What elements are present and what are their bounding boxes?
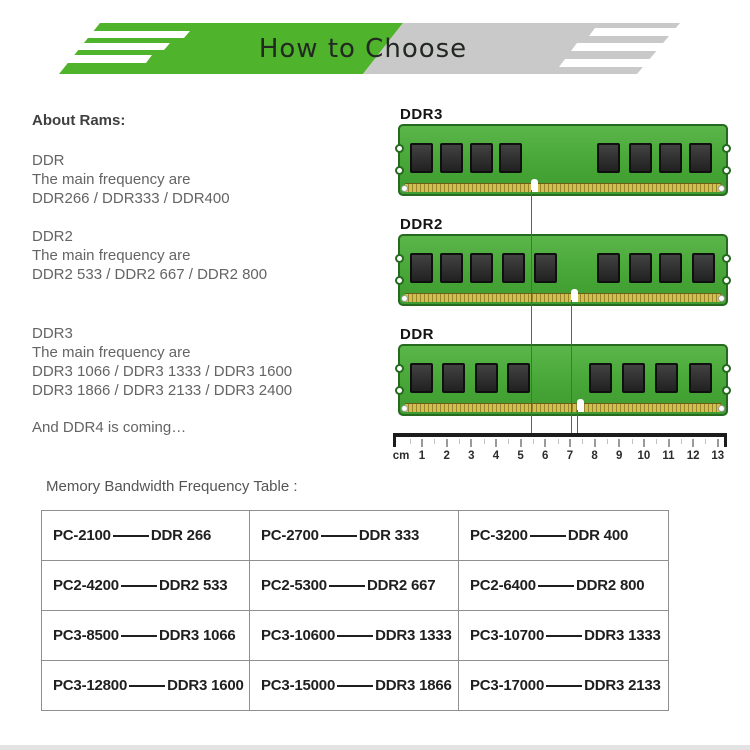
memory-chip: [470, 143, 493, 173]
key-notch: [531, 179, 538, 192]
ruler-number: 13: [711, 450, 725, 462]
edge-notch: [395, 386, 404, 395]
ruler-number: 5: [517, 450, 524, 462]
about-section-line: DDR2 533 / DDR2 667 / DDR2 800: [32, 266, 268, 283]
pc-rating-label: PC2-6400: [470, 577, 536, 594]
memory-chip: [659, 143, 682, 173]
ruler-end-cap: [393, 433, 396, 447]
ddr-speed-label: DDR 400: [567, 527, 629, 544]
about-section-line: DDR3 1066 / DDR3 1333 / DDR3 1600: [32, 363, 293, 380]
mounting-hole: [401, 405, 408, 412]
memory-chip: [534, 253, 557, 283]
ruler-tick: [421, 439, 423, 447]
banner-stripe-cut: [34, 43, 170, 50]
dash-connector: [121, 635, 157, 637]
ruler-tick: [446, 439, 448, 447]
table-cell: [459, 611, 669, 661]
table-cell: [42, 511, 250, 561]
ddr-speed-label: DDR2 667: [366, 577, 436, 594]
ruler-number: 8: [591, 450, 598, 462]
about-section-line: The main frequency are: [32, 344, 191, 361]
ruler-number: 2: [443, 450, 450, 462]
banner: [0, 0, 750, 95]
ruler-tick: [692, 439, 694, 447]
edge-notch: [722, 166, 731, 175]
ram-module-label: DDR: [400, 326, 434, 343]
ruler-tick: [558, 439, 559, 444]
pc-rating-label: PC-2100: [53, 527, 111, 544]
ddr-speed-label: DDR 266: [150, 527, 212, 544]
pc-rating-label: PC3-8500: [53, 627, 119, 644]
about-section: [32, 227, 267, 284]
dash-connector: [337, 635, 373, 637]
frequency-table: [41, 510, 669, 711]
pin-strip: [405, 403, 721, 412]
dash-connector: [530, 535, 566, 537]
about-section-name: DDR3: [32, 325, 73, 342]
key-notch: [571, 289, 578, 302]
pc-rating-label: PC3-10700: [470, 627, 545, 644]
ruler-tick: [484, 439, 485, 444]
ruler-tick: [705, 439, 706, 444]
ruler-number: 9: [615, 450, 623, 462]
ddr-speed-label: DDR3 1066: [158, 627, 236, 644]
mounting-hole: [401, 295, 408, 302]
dash-connector: [538, 585, 574, 587]
about-section-line: DDR266 / DDR333 / DDR400: [32, 190, 230, 207]
key-notch: [577, 399, 584, 412]
edge-notch: [722, 254, 731, 263]
ddr-speed-label: DDR3 1866: [375, 677, 452, 694]
memory-chip: [655, 363, 678, 393]
ddr-speed-label: DDR 333: [358, 527, 420, 544]
pin-strip: [405, 183, 721, 192]
pc-rating-label: PC3-12800: [53, 677, 128, 694]
ram-module-ddr2: [398, 217, 728, 327]
ram-module-ddr3: [398, 107, 728, 217]
ruler-tick: [582, 439, 583, 444]
edge-notch: [395, 364, 404, 373]
table-title: Memory Bandwidth Frequency Table :: [46, 478, 298, 495]
pc-rating-label: PC-2700: [261, 527, 319, 544]
banner-stripe-cut: [34, 55, 152, 63]
mounting-hole: [718, 185, 725, 192]
ruler-number: 10: [637, 450, 651, 462]
ruler-tick: [495, 439, 497, 447]
memory-chip: [597, 253, 620, 283]
notch-guide-line: [531, 190, 532, 436]
dash-connector: [337, 685, 373, 687]
memory-chip: [589, 363, 612, 393]
ruler-tick: [656, 439, 657, 444]
bottom-divider: [0, 745, 750, 750]
ruler-tick: [520, 439, 522, 447]
ruler-tick: [681, 439, 682, 444]
memory-chip: [689, 143, 712, 173]
ddr-speed-label: DDR2 800: [575, 577, 645, 594]
notch-guide-line: [571, 300, 572, 436]
ruler-number: 11: [662, 450, 675, 462]
banner-stripe-cut: [589, 28, 700, 36]
table-cell: [459, 661, 669, 711]
about-section-line: The main frequency are: [32, 247, 191, 264]
ruler-number: 1: [418, 450, 426, 462]
ruler-tick: [717, 439, 719, 447]
ruler-tick: [607, 439, 608, 444]
banner-stripe-cut: [559, 59, 700, 67]
dash-connector: [321, 535, 357, 537]
about-section-line: DDR3 1866 / DDR3 2133 / DDR3 2400: [32, 382, 293, 399]
memory-chip: [475, 363, 498, 393]
ruler-unit-label: cm: [392, 450, 410, 462]
edge-notch: [395, 276, 404, 285]
mounting-hole: [401, 185, 408, 192]
memory-chip: [507, 363, 530, 393]
pc-rating-label: PC3-17000: [470, 677, 545, 694]
memory-chip: [499, 143, 522, 173]
memory-chip: [470, 253, 493, 283]
about-rams-heading: About Rams:: [32, 112, 126, 129]
banner-stripe-cut: [34, 31, 190, 38]
table-cell: [250, 511, 459, 561]
ruler-number: 12: [686, 450, 700, 462]
pc-rating-label: PC2-4200: [53, 577, 119, 594]
about-section-name: DDR2: [32, 228, 73, 245]
edge-notch: [722, 276, 731, 285]
about-section: [32, 324, 292, 400]
ddr-speed-label: DDR3 2133: [584, 677, 661, 694]
memory-chip: [597, 143, 620, 173]
banner-stripe-cut: [571, 43, 700, 51]
memory-chip: [410, 143, 433, 173]
edge-notch: [395, 166, 404, 175]
table-cell: [250, 611, 459, 661]
mounting-hole: [718, 295, 725, 302]
dash-connector: [121, 585, 157, 587]
ruler-tick: [632, 439, 633, 444]
about-section-name: DDR: [32, 152, 65, 169]
memory-chip: [629, 143, 652, 173]
ruler-tick: [470, 439, 472, 447]
ruler-number: 7: [566, 450, 574, 462]
memory-chip: [629, 253, 652, 283]
edge-notch: [722, 364, 731, 373]
ruler-tick: [594, 439, 596, 447]
table-cell: [250, 661, 459, 711]
table-cell: [459, 561, 669, 611]
ruler-tick: [410, 439, 411, 444]
memory-chip: [502, 253, 525, 283]
memory-chip: [659, 253, 682, 283]
memory-chip: [440, 143, 463, 173]
dash-connector: [129, 685, 165, 687]
edge-notch: [722, 386, 731, 395]
ram-module-label: DDR3: [400, 106, 443, 123]
ruler-tick: [508, 439, 509, 444]
ruler-number: 3: [468, 450, 475, 462]
table-cell: [42, 611, 250, 661]
dash-connector: [329, 585, 365, 587]
ddr-speed-label: DDR3 1333: [584, 627, 661, 644]
ddr-speed-label: DDR3 1333: [375, 627, 452, 644]
pc-rating-label: PC2-5300: [261, 577, 327, 594]
edge-notch: [395, 144, 404, 153]
banner-title: How to Choose: [258, 34, 468, 64]
memory-chip: [692, 253, 715, 283]
ruler-bar: [393, 433, 727, 437]
ruler-tick: [533, 439, 534, 444]
ddr4-coming-note: And DDR4 is coming…: [32, 419, 187, 436]
ddr-speed-label: DDR3 1600: [167, 677, 244, 694]
ruler-tick: [459, 439, 460, 444]
ruler-number: 4: [492, 450, 500, 462]
table-cell: [42, 561, 250, 611]
edge-notch: [395, 254, 404, 263]
table-cell: [42, 661, 250, 711]
memory-chip: [442, 363, 465, 393]
table-cell: [250, 561, 459, 611]
table-cell: [459, 511, 669, 561]
pc-rating-label: PC3-10600: [261, 627, 336, 644]
ddr-speed-label: DDR2 533: [158, 577, 228, 594]
pc-rating-label: PC3-15000: [261, 677, 336, 694]
mounting-hole: [718, 405, 725, 412]
ruler-tick: [434, 439, 435, 444]
pin-strip: [405, 293, 721, 302]
memory-chip: [410, 363, 433, 393]
dash-connector: [546, 635, 582, 637]
memory-chip: [622, 363, 645, 393]
about-section-line: The main frequency are: [32, 171, 191, 188]
ruler-tick: [618, 439, 620, 447]
memory-chip: [440, 253, 463, 283]
memory-chip: [689, 363, 712, 393]
ruler-end-cap: [724, 433, 727, 447]
pc-rating-label: PC-3200: [470, 527, 528, 544]
dash-connector: [546, 685, 582, 687]
edge-notch: [722, 144, 731, 153]
ram-module-label: DDR2: [400, 216, 443, 233]
about-section: [32, 151, 230, 208]
ram-stick: [398, 124, 728, 196]
dash-connector: [113, 535, 149, 537]
ruler-tick: [668, 439, 670, 447]
ruler-tick: [569, 439, 571, 447]
ruler-tick: [643, 439, 645, 447]
ram-stick: [398, 344, 728, 416]
ram-module-ddr: [398, 327, 728, 437]
ruler-number: 6: [542, 450, 549, 462]
ruler-tick: [544, 439, 546, 447]
memory-chip: [410, 253, 433, 283]
ram-stick: [398, 234, 728, 306]
